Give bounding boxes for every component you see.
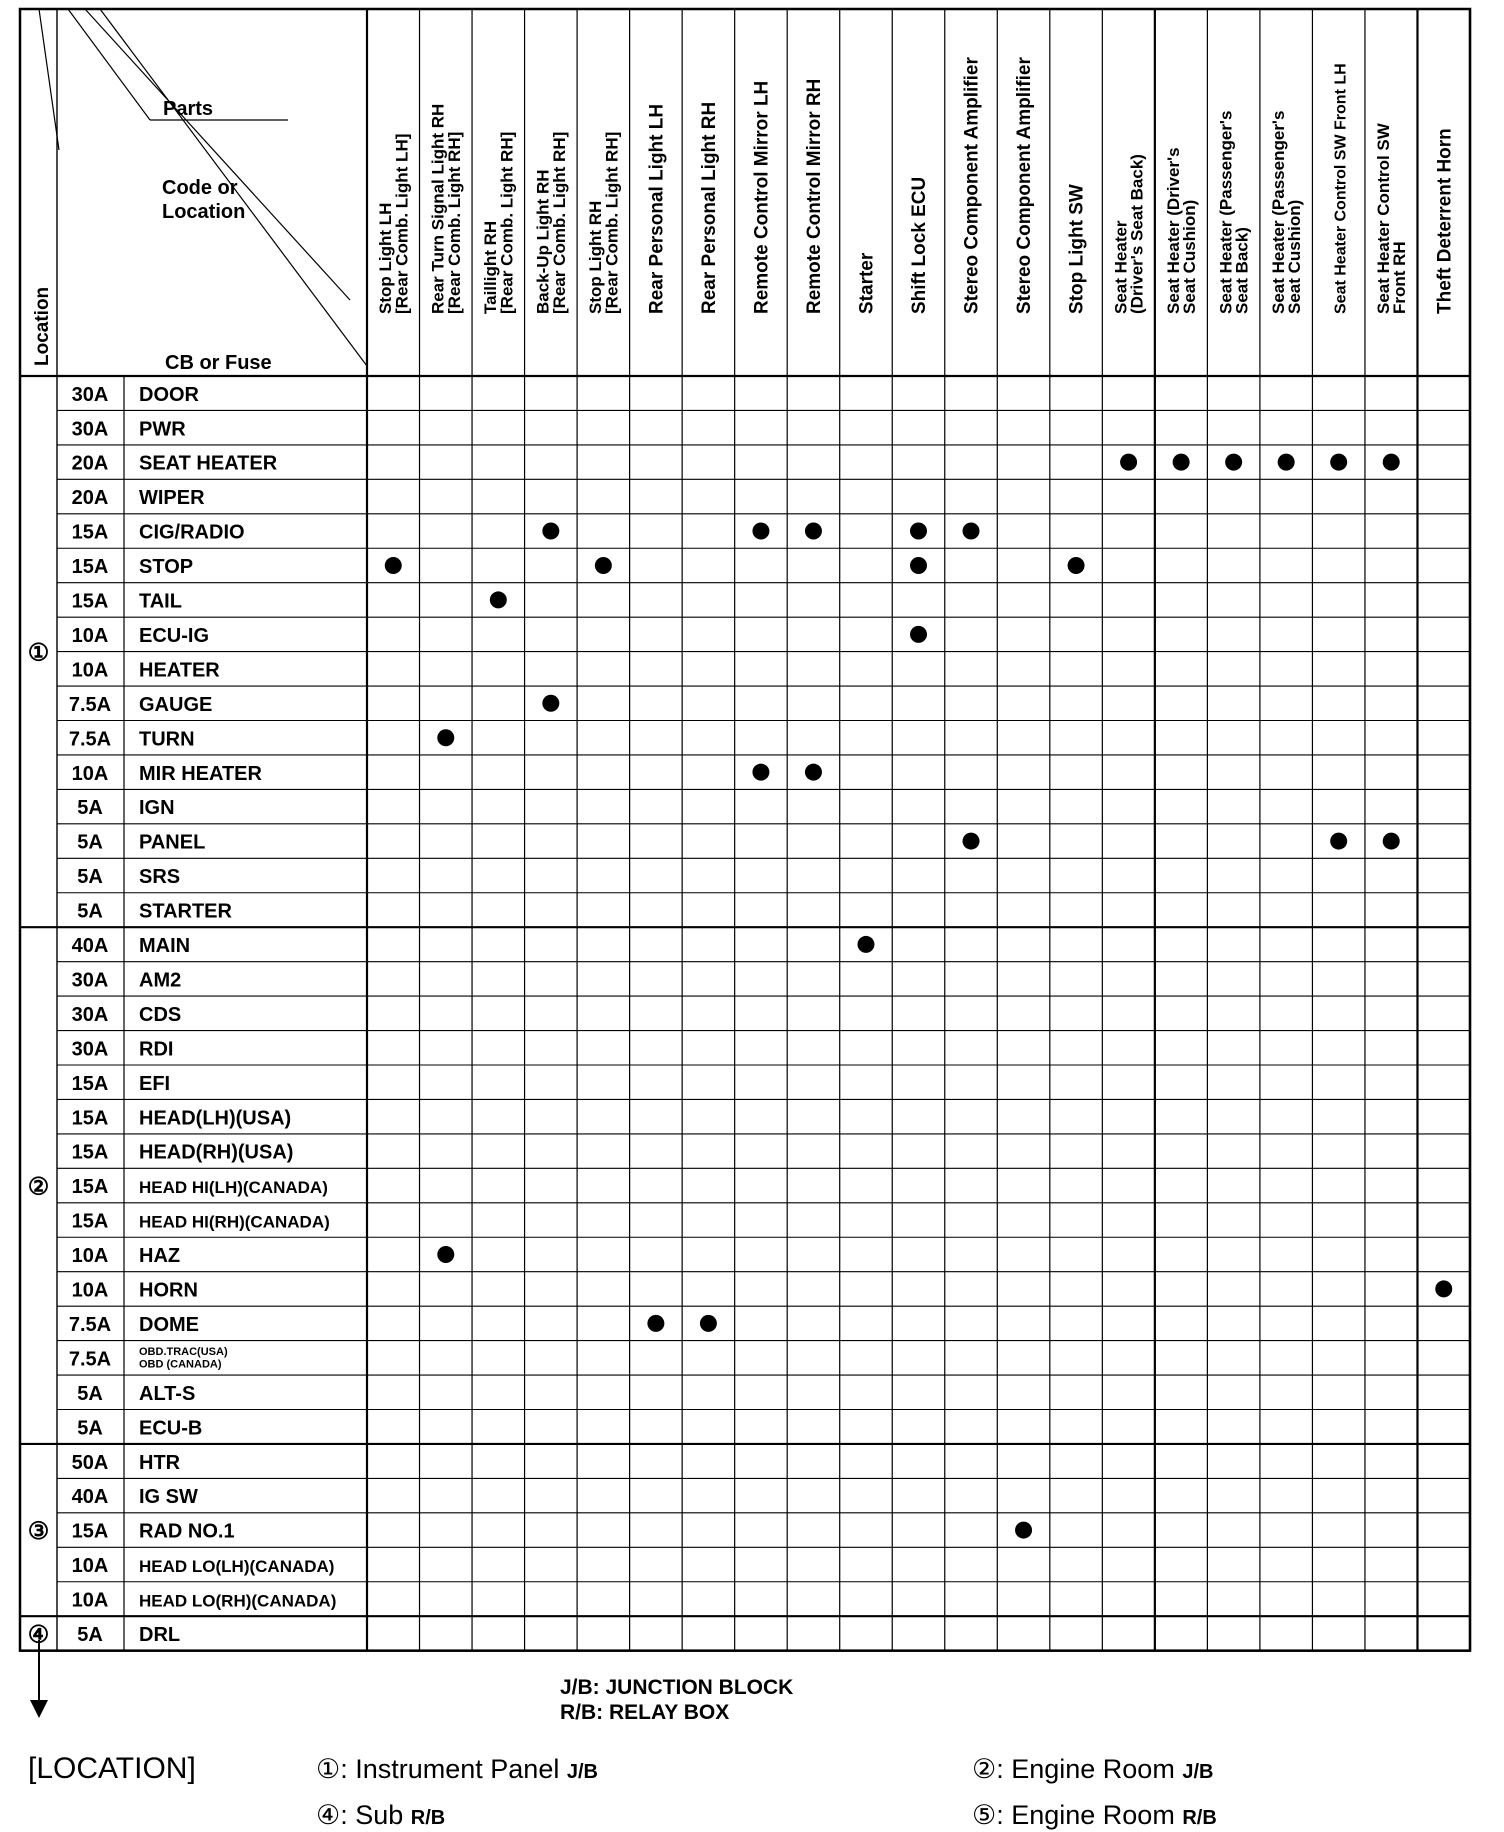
legend-text-1: : Instrument Panel xyxy=(340,1754,560,1784)
fuse-name: AM2 xyxy=(139,969,182,992)
part-header: Remote Control Mirror LH xyxy=(751,80,773,314)
fuse-rating: 15A xyxy=(71,521,109,544)
fuse-rating: 15A xyxy=(71,590,109,613)
fuse-name: HEATER xyxy=(139,659,220,682)
part-header: Remote Control Mirror RH xyxy=(804,78,826,314)
part-header: Stop Light RH xyxy=(586,200,606,314)
fuse-name: ECU-B xyxy=(139,1417,203,1440)
fuse-name: ECU-IG xyxy=(139,624,209,647)
fuse-rating: 30A xyxy=(71,383,109,406)
legend-abbr-4: R/B xyxy=(410,1807,446,1829)
fuse-name: HEAD HI(LH)(CANADA) xyxy=(139,1178,328,1198)
fuse-rating: 10A xyxy=(71,762,109,785)
connection-dot xyxy=(1383,454,1400,471)
fuse-name: CIG/RADIO xyxy=(139,521,245,544)
diagonal-line xyxy=(85,9,350,300)
fuse-name: MIR HEATER xyxy=(139,762,262,785)
fuse-name: IGN xyxy=(139,797,175,820)
fuse-rating: 30A xyxy=(71,969,109,992)
location-marker: ④ xyxy=(27,1621,50,1649)
connection-dot xyxy=(1435,1280,1452,1297)
connection-dot xyxy=(910,626,927,643)
fuse-rating: 10A xyxy=(71,624,109,647)
fuse-name: STARTER xyxy=(139,900,232,923)
fuse-name: HAZ xyxy=(139,1245,181,1268)
fuse-rating: 10A xyxy=(71,1245,109,1268)
fuse-name: IG SW xyxy=(139,1486,198,1509)
fuse-rating: 15A xyxy=(71,1210,109,1233)
connection-dot xyxy=(1068,557,1085,574)
rb-note: R/B: RELAY BOX xyxy=(560,1701,730,1724)
connection-dot xyxy=(647,1315,664,1332)
fuse-name: TURN xyxy=(139,728,195,751)
fuse-rating: 30A xyxy=(71,418,109,441)
part-header: [Rear Comb. Light LH] xyxy=(392,133,412,314)
part-header: Rear Personal Light LH xyxy=(646,103,668,314)
connection-dot xyxy=(437,1246,454,1263)
fuse-name: MAIN xyxy=(139,935,191,958)
connection-dot xyxy=(752,764,769,781)
fuse-rating: 10A xyxy=(71,1279,109,1302)
part-header: Stereo Component Amplifier xyxy=(1014,57,1036,314)
connection-dot xyxy=(1225,454,1242,471)
part-header: [Rear Comb. Light RH] xyxy=(549,131,569,314)
location-arrow xyxy=(29,1640,49,1720)
fuse-name: GAUGE xyxy=(139,693,213,716)
fuse-rating: 30A xyxy=(71,1038,109,1061)
connection-dot xyxy=(857,936,874,953)
legend-num-2: ② xyxy=(972,1754,997,1784)
part-header: Rear Personal Light RH xyxy=(699,101,721,314)
fuse-rating: 5A xyxy=(77,1382,103,1405)
legend-num-4: ④ xyxy=(316,1800,341,1830)
part-header: Shift Lock ECU xyxy=(909,176,931,314)
fuse-rating: 5A xyxy=(77,866,103,889)
connection-dot xyxy=(1278,454,1295,471)
fuse-rating: 5A xyxy=(77,900,103,923)
location-marker: ① xyxy=(27,639,50,667)
fuse-name: RDI xyxy=(139,1038,174,1061)
legend-text-2: : Engine Room xyxy=(996,1754,1175,1784)
fuse-name: SEAT HEATER xyxy=(139,452,278,475)
legend-abbr-1: J/B xyxy=(566,1761,598,1783)
part-header: Stop Light LH xyxy=(376,202,396,314)
part-header: Seat Heater (Passenger's xyxy=(1269,110,1289,314)
connection-dot xyxy=(910,557,927,574)
location-marker: ② xyxy=(27,1173,50,1201)
fuse-rating: 10A xyxy=(71,1555,109,1578)
fuse-rating: 10A xyxy=(71,1589,109,1612)
part-header: Seat Back) xyxy=(1232,227,1252,314)
fuse-rating: 7.5A xyxy=(68,693,112,716)
connection-dot xyxy=(1330,454,1347,471)
fuse-rating: 5A xyxy=(77,1417,103,1440)
part-header: Front RH xyxy=(1390,241,1410,314)
fuse-name: WIPER xyxy=(139,487,205,510)
part-header: Theft Deterrent Horn xyxy=(1434,128,1456,314)
part-header: Starter xyxy=(856,252,878,314)
diagonal-line xyxy=(68,9,150,120)
fuse-name: STOP xyxy=(139,556,194,579)
legend-instrument-panel xyxy=(316,1754,598,1785)
connection-dot xyxy=(805,764,822,781)
fuse-rating: 10A xyxy=(71,659,109,682)
jb-note: J/B: JUNCTION BLOCK xyxy=(560,1676,794,1699)
diagonal-line xyxy=(39,9,59,150)
location-legend-title: [LOCATION] xyxy=(28,1752,196,1785)
fuse-rating: 15A xyxy=(71,1072,109,1095)
parts-label: Parts xyxy=(163,98,214,120)
code-label: Code or xyxy=(162,177,238,199)
fuse-rating: 15A xyxy=(71,1520,109,1543)
part-header: Seat Heater (Driver's xyxy=(1163,147,1183,314)
legend-num-1: ① xyxy=(316,1754,341,1784)
connection-dot xyxy=(752,523,769,540)
connection-dot xyxy=(1173,454,1190,471)
part-header: Seat Heater xyxy=(1111,220,1131,314)
fuse-rating: 30A xyxy=(71,1003,109,1026)
legend-engine-room-jb xyxy=(972,1754,1213,1785)
part-header: Seat Heater Control SW Front LH xyxy=(1332,63,1350,314)
fuse-name: HEAD(RH)(USA) xyxy=(139,1141,294,1164)
fuse-name: DRL xyxy=(139,1624,181,1647)
fuse-name: HTR xyxy=(139,1451,181,1474)
legend-num-5: ⑤ xyxy=(972,1800,997,1830)
fuse-rating: 40A xyxy=(71,1486,109,1509)
fuse-rating: 5A xyxy=(77,797,103,820)
connection-dot xyxy=(963,833,980,850)
connection-dot xyxy=(437,729,454,746)
fuse-rating: 7.5A xyxy=(68,728,112,751)
connection-dot xyxy=(1383,833,1400,850)
fuse-rating: 15A xyxy=(71,1141,109,1164)
legend-text-5: : Engine Room xyxy=(996,1800,1175,1830)
fuse-name: OBD (CANADA) xyxy=(139,1358,222,1371)
fuse-name: HEAD LO(RH)(CANADA) xyxy=(139,1591,337,1611)
connection-dot xyxy=(910,523,927,540)
fuse-name: HEAD HI(RH)(CANADA) xyxy=(139,1212,330,1232)
part-header: Stop Light SW xyxy=(1066,184,1088,314)
fuse-name: DOME xyxy=(139,1313,199,1336)
fuse-rating: 15A xyxy=(71,1176,109,1199)
part-header: Seat Cushion) xyxy=(1180,199,1200,314)
fuse-name: RAD NO.1 xyxy=(139,1520,235,1543)
fuse-name: ALT-S xyxy=(139,1382,196,1405)
part-header: Seat Cushion) xyxy=(1285,199,1305,314)
connection-dot xyxy=(542,523,559,540)
part-header: Back-Up Light RH xyxy=(533,169,553,314)
part-header: Seat Heater Control SW xyxy=(1374,123,1394,314)
fuse-name: HEAD LO(LH)(CANADA) xyxy=(139,1557,335,1577)
fuse-rating: 20A xyxy=(71,487,109,510)
connection-dot xyxy=(490,591,507,608)
fuse-name: HORN xyxy=(139,1279,198,1302)
connection-dot xyxy=(1330,833,1347,850)
fuse-rating: 15A xyxy=(71,556,109,579)
fuse-name: PWR xyxy=(139,418,186,441)
fuse-rating: 20A xyxy=(71,452,109,475)
fuse-name: CDS xyxy=(139,1003,182,1026)
part-header: Seat Heater (Passenger's xyxy=(1216,110,1236,314)
part-header: Stereo Component Amplifier xyxy=(961,57,983,314)
fuse-name: HEAD(LH)(USA) xyxy=(139,1107,292,1130)
fuse-rating: 50A xyxy=(71,1451,109,1474)
connection-dot xyxy=(963,523,980,540)
fuse-name: PANEL xyxy=(139,831,206,854)
fuse-rating: 7.5A xyxy=(68,1313,112,1336)
legend-abbr-2: J/B xyxy=(1182,1761,1214,1783)
part-header: Rear Turn Signal Light RH xyxy=(428,103,448,314)
legend-sub-rb xyxy=(316,1800,445,1831)
connection-dot xyxy=(385,557,402,574)
fuse-rating: 40A xyxy=(71,935,109,958)
connection-dot xyxy=(700,1315,717,1332)
connection-dot xyxy=(805,523,822,540)
part-header: Taillight RH xyxy=(481,220,501,314)
fuse-name: DOOR xyxy=(139,383,199,406)
location-marker: ③ xyxy=(27,1518,50,1546)
legend-abbr-5: R/B xyxy=(1182,1807,1217,1829)
part-header: (Driver's Seat Back) xyxy=(1127,154,1147,314)
legend-engine-room-rb xyxy=(972,1800,1217,1831)
fuse-rating: 7.5A xyxy=(68,1348,112,1371)
fuse-name: SRS xyxy=(139,866,181,889)
legend-text-4: : Sub xyxy=(340,1800,404,1830)
connection-dot xyxy=(1015,1522,1032,1539)
location-label: Location xyxy=(32,286,53,366)
part-header: [Rear Comb. Light RH] xyxy=(497,131,517,314)
fuse-rating: 15A xyxy=(71,1107,109,1130)
fuse-name: TAIL xyxy=(139,590,182,613)
part-header: [Rear Comb. Light RH] xyxy=(602,131,622,314)
code-label: Location xyxy=(162,201,246,223)
fuse-name: EFI xyxy=(139,1072,171,1095)
connection-dot xyxy=(1120,454,1137,471)
fuse-rating: 5A xyxy=(77,1624,103,1647)
connection-dot xyxy=(595,557,612,574)
connection-dot xyxy=(542,695,559,712)
fuse-rating: 5A xyxy=(77,831,103,854)
fuse-label: CB or Fuse xyxy=(165,352,272,374)
table-frame xyxy=(20,9,1470,1651)
fuse-name: OBD.TRAC(USA) xyxy=(139,1346,228,1359)
part-header: [Rear Comb. Light RH] xyxy=(444,131,464,314)
